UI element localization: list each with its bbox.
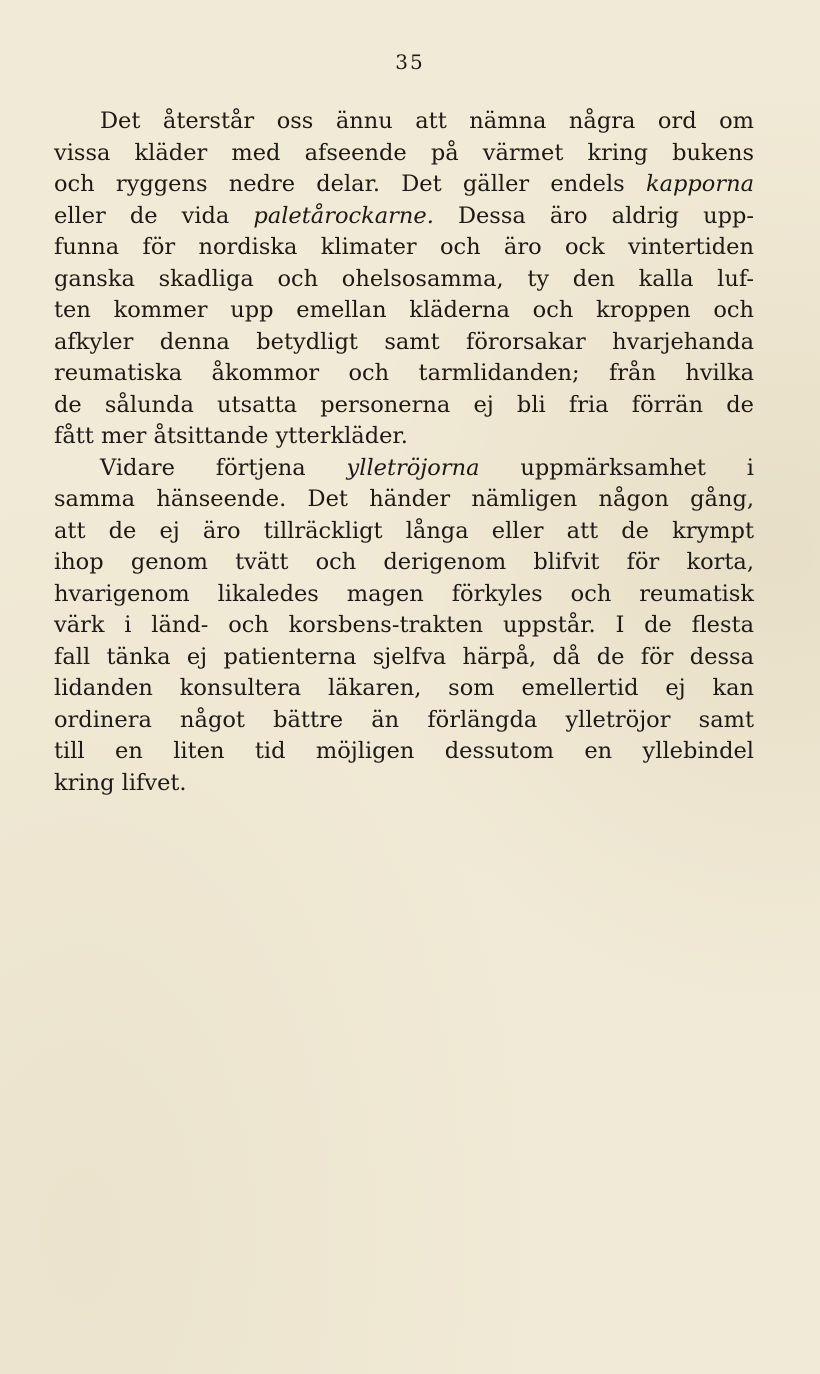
text-line-part: och ryggens nedre delar. Det gäller endels [54,171,646,197]
italic-term: ylletröjorna [346,454,480,481]
text-line: funna för nordiska klimater och äro ock vintertiden [54,234,754,260]
text-line: samma hänseende. Det händer nämligen någon gång, [54,486,754,512]
text-line-part: Vidare förtjena [100,454,347,481]
text-line-part: Dessa äro aldrig upp- [433,202,754,229]
text-line: vissa kläder med afseende på värmet kring bukens [54,139,754,166]
text-line: fall tänka ej patienterna sjelfva härpå, då de för dessa [54,643,754,670]
text-line: reumatiska åkommor och tarmlidanden; från hvilka [54,360,754,386]
text-line: Det återstår oss ännu att nämna några ord om [100,108,754,134]
italic-term: kapporna [645,171,754,197]
text-line: afkyler denna betydligt samt förorsakar hvarjehanda [54,328,754,355]
text-line [54,201,754,233]
text-line-part: eller de vida [54,202,254,229]
text-line: kring lifvet. [54,769,187,796]
text-line: de sålunda utsatta personerna ej bli fria förrän de [54,391,754,418]
text-line: ganska skadliga och ohelsosamma, ty den kalla luf- [54,265,754,292]
paragraph-2 [54,453,754,800]
text-line [54,453,754,485]
italic-term: paletårockarne. [253,202,434,229]
text-line: ihop genom tvätt och derigenom blifvit för korta, [54,549,754,575]
text-line-part: uppmärksamhet i [479,454,754,481]
text-line: ten kommer upp emellan kläderna och kroppen och [54,297,754,323]
paragraph-1 [54,106,754,453]
text-line [54,169,754,201]
text-line: värk i länd- och korsbens-trakten uppstår. I de flesta [54,612,754,638]
text-line: ordinera något bättre än förlängda ylletröjor samt [54,706,754,733]
text-line: till en liten tid möjligen dessutom en yllebindel [54,738,754,764]
text-line: att de ej äro tillräckligt långa eller att de krympt [54,517,754,544]
body-text [54,106,754,799]
text-line: hvarigenom likaledes magen förkyles och reumatisk [54,580,754,607]
page-number: 35 [395,50,425,74]
text-line: lidanden konsultera läkaren, som emellertid ej kan [54,675,754,701]
text-line: fått mer åtsittande ytterkläder. [54,423,408,449]
